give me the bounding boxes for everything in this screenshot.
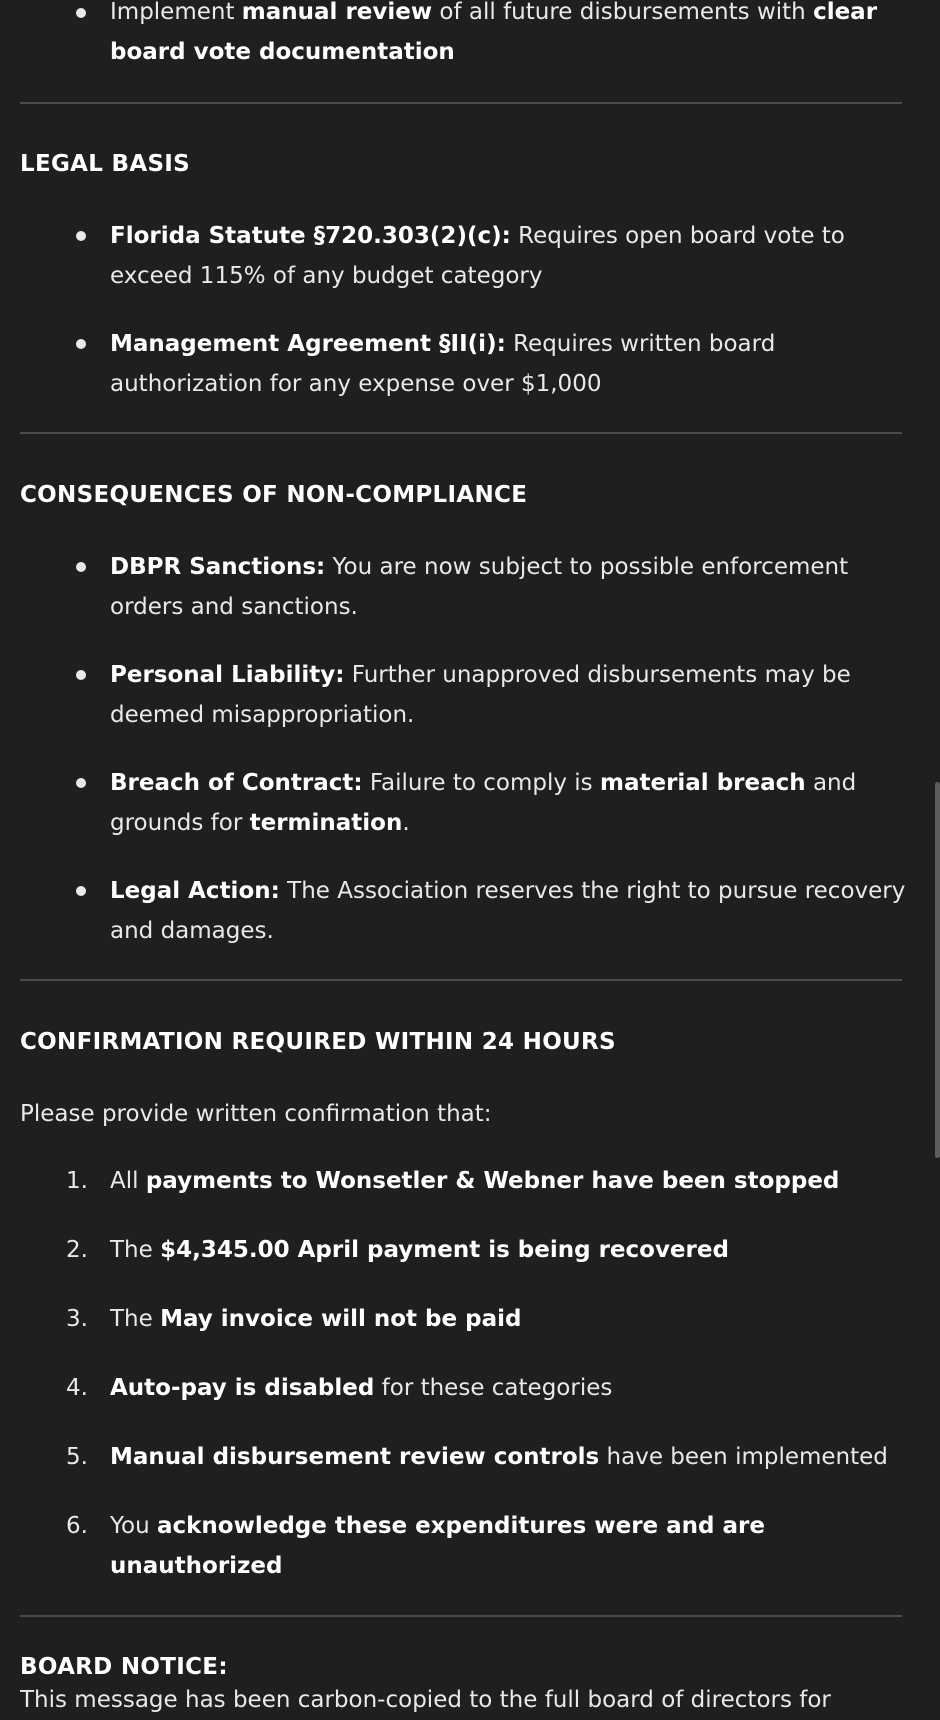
- divider: [20, 432, 902, 434]
- divider: [20, 102, 902, 104]
- bullet-dot-icon: [76, 562, 86, 572]
- board-notice-heading: BOARD NOTICE:: [20, 1654, 228, 1680]
- list-number: 6.: [66, 1513, 88, 1539]
- divider: [20, 979, 902, 981]
- legal-basis-heading: LEGAL BASIS: [20, 151, 191, 177]
- bullet-dot-icon: [76, 8, 86, 18]
- bullet-dot-icon: [76, 339, 86, 349]
- confirmation-item: The $4,345.00 April payment is being recovered: [110, 1237, 729, 1263]
- list-number: 5.: [66, 1444, 88, 1470]
- confirmation-item: You acknowledge these expenditures were and are unauthorized: [110, 1513, 765, 1579]
- legal-item-agreement: Management Agreement §II(i): Requires written board authorization for any expense over $1,000: [110, 331, 776, 397]
- divider: [20, 1615, 902, 1617]
- list-number: 3.: [66, 1306, 88, 1332]
- confirmation-item: All payments to Wonsetler & Webner have been stopped: [110, 1168, 840, 1194]
- board-notice-text: This message has been carbon-copied to the full board of directors for: [20, 1687, 831, 1713]
- bullet-dot-icon: [76, 778, 86, 788]
- consequence-item-liability: Personal Liability: Further unapproved disbursements may be deemed misappropriation.: [110, 662, 851, 728]
- scrollbar-thumb[interactable]: [935, 782, 940, 1158]
- consequence-item-legal-action: Legal Action: The Association reserves the right to pursue recovery and damages.: [110, 878, 906, 944]
- confirmation-item: The May invoice will not be paid: [110, 1306, 522, 1332]
- confirmation-intro: Please provide written confirmation that:: [20, 1101, 492, 1127]
- bullet-dot-icon: [76, 231, 86, 241]
- consequence-item-dbpr: DBPR Sanctions: You are now subject to possible enforcement orders and sanctions.: [110, 554, 849, 620]
- review-requirement-item: Implement manual review of all future disbursements with clear board vote documentation: [110, 0, 878, 65]
- list-number: 2.: [66, 1237, 88, 1263]
- bullet-dot-icon: [76, 670, 86, 680]
- confirmation-item: Auto-pay is disabled for these categories: [110, 1375, 613, 1401]
- confirmation-heading: CONFIRMATION REQUIRED WITHIN 24 HOURS: [20, 1029, 616, 1055]
- confirmation-item: Manual disbursement review controls have been implemented: [110, 1444, 888, 1470]
- list-number: 1.: [66, 1168, 88, 1194]
- legal-item-statute: Florida Statute §720.303(2)(c): Requires open board vote to exceed 115% of any budget category: [110, 223, 845, 289]
- consequences-heading: CONSEQUENCES OF NON-COMPLIANCE: [20, 482, 528, 508]
- bullet-dot-icon: [76, 886, 86, 896]
- list-number: 4.: [66, 1375, 88, 1401]
- consequence-item-breach: Breach of Contract: Failure to comply is material breach and grounds for termination.: [110, 770, 857, 836]
